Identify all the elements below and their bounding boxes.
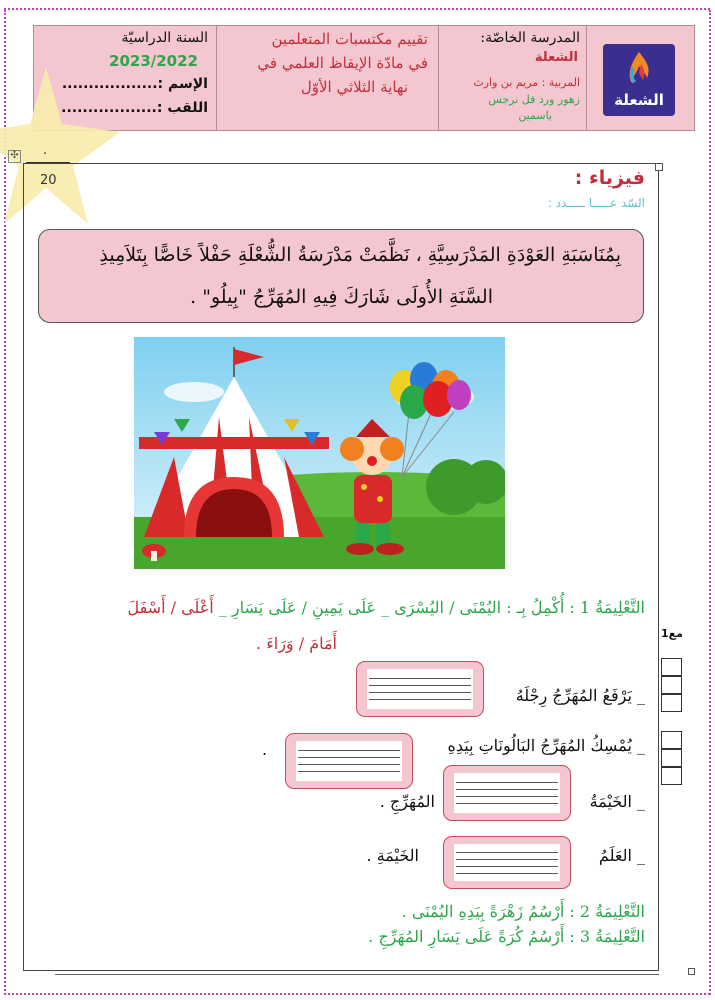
exercise-1-prefix: التَّعْلِيمَةُ 1 : أُكْمِلُ بِـ : bbox=[506, 598, 645, 617]
title-line-3: نهاية الثلاثي الأوّل bbox=[300, 78, 408, 96]
year-value: 2023/2022 bbox=[109, 52, 198, 70]
story-line-1: بِمُنَاسَبَةِ العَوْدَةِ المَدْرَسِيَّةِ ، نَظَّمَتْ مَدْرَسَةُ الشُّعْلَةِ حَفْلاً خَاصًّا بِتَلاَمِيذِ bbox=[99, 244, 621, 266]
teacher-extra-2: ياسمين bbox=[518, 109, 552, 122]
story-box bbox=[38, 229, 644, 323]
title-line-2: في مادّة الإيقاظ العلمي في bbox=[257, 54, 428, 72]
bottom-rule bbox=[55, 974, 659, 975]
title-cell bbox=[216, 26, 438, 130]
circus-clown-illustration bbox=[134, 337, 505, 569]
score-value: . bbox=[43, 143, 48, 158]
exercise-2-instruction: التَّعْلِيمَةُ 2 : أَرْسُمُ زَهْرَةً بِيَدِهِ اليُمْنَى . bbox=[401, 902, 645, 921]
sentence-1: _ يَرْفَعُ المُهَرِّجُ رِجْلَهُ bbox=[515, 686, 645, 705]
student-surname-field[interactable]: اللقب :.................. bbox=[61, 100, 208, 116]
criterion-box-1[interactable] bbox=[661, 658, 682, 676]
sentence-2: _ يُمْسِكُ المُهَرِّجُ البَالُونَاتِ بِيَدِهِ bbox=[447, 736, 645, 755]
student-name-field[interactable]: الإسم :.................. bbox=[61, 76, 208, 92]
school-logo bbox=[603, 44, 675, 116]
school-info-cell bbox=[438, 26, 586, 130]
logo-text: الشعلة bbox=[614, 91, 664, 109]
criterion-box-3[interactable] bbox=[661, 694, 682, 712]
answer-box-4[interactable] bbox=[443, 836, 571, 889]
sentence-3-end: المُهَرِّجِ . bbox=[379, 792, 435, 811]
page-border-top bbox=[4, 8, 710, 10]
page-border-right bbox=[709, 10, 711, 995]
exercise-1-options-red: أَعْلَى / أَسْفَلَ bbox=[127, 598, 214, 617]
teacher-extra: زهور ورد فل نرجس bbox=[488, 93, 580, 106]
exercise-1-options-green: اليُمْنَى / اليُسْرَى _ عَلَى يَمِينِ / عَلَى يَسَارِ _ bbox=[218, 598, 502, 617]
header-band bbox=[33, 25, 695, 131]
year-label: السنة الدراسيّة bbox=[121, 30, 208, 46]
answer-box-2[interactable] bbox=[285, 733, 413, 789]
page-border-bottom bbox=[4, 993, 710, 995]
school-label: المدرسة الخاصّة: bbox=[480, 30, 580, 46]
title-line-1: تقييم مكتسبات المتعلمين bbox=[271, 30, 428, 48]
answer-box-1[interactable] bbox=[356, 661, 484, 717]
score-total: 20 bbox=[40, 173, 57, 188]
frame-resize-handle[interactable] bbox=[688, 968, 695, 975]
exercise-1-options-line-2: أَمَامَ / وَرَاءَ . bbox=[256, 634, 337, 653]
answer-box-3[interactable] bbox=[443, 765, 571, 821]
sentence-4-start: _ العَلَمُ bbox=[598, 846, 645, 865]
sentence-4-end: الخَيْمَةِ . bbox=[366, 846, 419, 865]
teacher-label: المربية : مريم بن وارث bbox=[473, 76, 580, 89]
exercise-3-instruction: التَّعْلِيمَةُ 3 : أَرْسُمُ كُرَةً عَلَى يَسَارِ المُهَرِّجِ . bbox=[368, 927, 645, 946]
story-line-2: السَّنَةِ الأُولَى شَارَكَ فِيهِ المُهَرِّجُ "بِيلُو" . bbox=[190, 286, 493, 308]
section-title: فيزياء : bbox=[574, 167, 645, 189]
criterion-label: مع1 bbox=[661, 627, 683, 640]
criterion-box-4[interactable] bbox=[661, 731, 682, 749]
move-handle-icon[interactable]: ✣ bbox=[8, 150, 21, 163]
criterion-box-2[interactable] bbox=[661, 676, 682, 694]
sentence-3-start: _ الخَيْمَةُ bbox=[589, 792, 645, 811]
exercise-1-instruction bbox=[127, 598, 645, 617]
logo-cell bbox=[586, 26, 694, 130]
frame-corner-handle bbox=[655, 163, 663, 171]
criterion-box-5[interactable] bbox=[661, 749, 682, 767]
sentence-2-end: . bbox=[262, 740, 268, 759]
criterion-box-6[interactable] bbox=[661, 767, 682, 785]
criteria-column-line bbox=[658, 163, 659, 971]
section-subtitle: السّد عـــــا ـــــدد : bbox=[547, 196, 645, 210]
school-name: الشعلة bbox=[534, 50, 578, 65]
